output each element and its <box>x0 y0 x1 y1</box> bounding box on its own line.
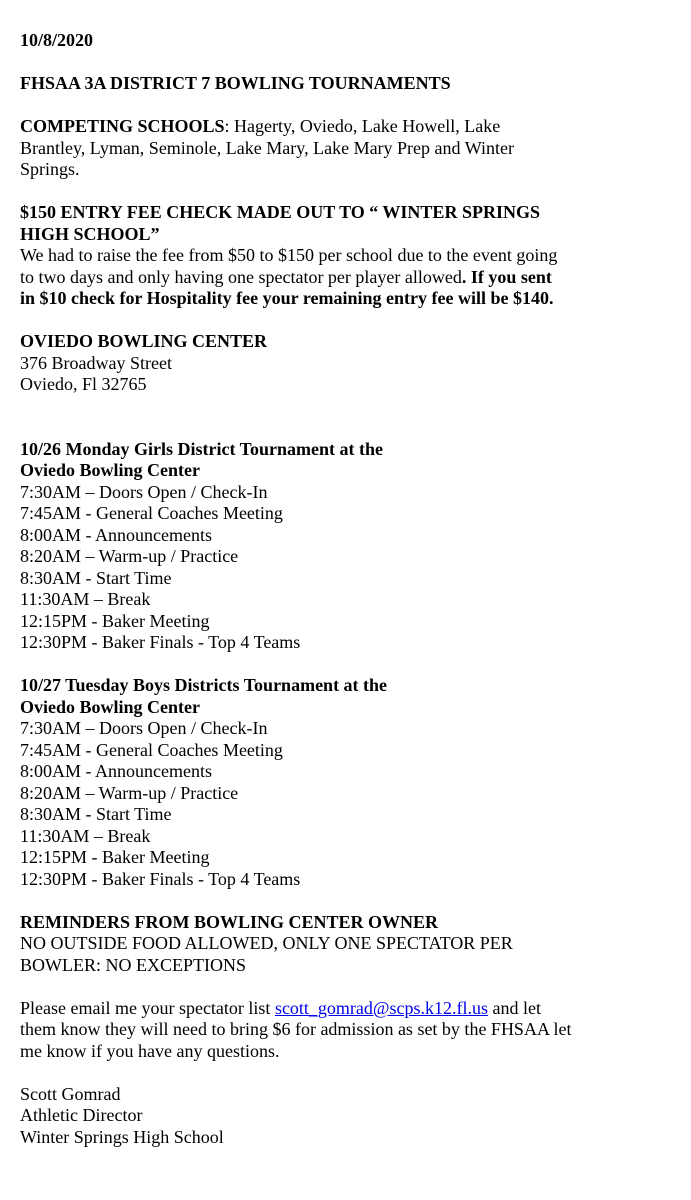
boys-heading-line1: 10/27 Tuesday Boys Districts Tournament at the <box>20 675 388 695</box>
schedule-item: 12:15PM - Baker Meeting <box>20 610 210 631</box>
entry-fee-body-line2 <box>20 267 680 289</box>
email-line3: me know if you have any questions. <box>20 1040 280 1061</box>
entry-fee-body-line2-regular: to two days and only having one spectator per player allowed <box>20 266 462 287</box>
schedule-item: 12:15PM - Baker Meeting <box>20 847 210 867</box>
schedule-item: 8:20AM – Warm-up / Practice <box>20 546 239 566</box>
competing-schools-line2: Brantley, Lyman, Seminole, Lake Mary, Lake Mary Prep and Winter <box>20 137 514 158</box>
schedule-item: 8:00AM - Announcements <box>20 761 212 781</box>
boys-heading-line2: Oviedo Bowling Center <box>20 696 200 717</box>
schedule-item: 8:30AM - Start Time <box>20 567 172 588</box>
schedule-item: 8:20AM – Warm-up / Practice <box>20 782 239 803</box>
entry-fee-section <box>20 202 680 310</box>
email-line1-before: Please email me your spectator list <box>20 997 275 1018</box>
signature-role: Athletic Director <box>20 1105 143 1125</box>
document-page <box>20 30 680 1148</box>
competing-schools-text1: : Hagerty, Oviedo, Lake Howell, Lake <box>224 116 501 136</box>
venue-street: 376 Broadway Street <box>20 352 172 373</box>
schedule-item: 7:30AM – Doors Open / Check-In <box>20 718 268 738</box>
schedule-item: 8:00AM - Announcements <box>20 524 212 545</box>
schedule-item: 7:30AM – Doors Open / Check-In <box>20 481 268 502</box>
email-link[interactable]: scott_gomrad@scps.k12.fl.us <box>274 997 488 1018</box>
schedule-item: 12:30PM - Baker Finals - Top 4 Teams <box>20 632 301 652</box>
competing-schools-section <box>20 116 680 181</box>
schedule-item: 11:30AM – Break <box>20 825 151 846</box>
schedule-item: 7:45AM - General Coaches Meeting <box>20 739 283 760</box>
reminders-section <box>20 912 680 977</box>
girls-tournament-section <box>20 439 680 654</box>
email-line2: them know they will need to bring $6 for admission as set by the FHSAA let <box>20 1019 572 1039</box>
entry-fee-body-line1: We had to raise the fee from $50 to $150 per school due to the event going <box>20 245 558 265</box>
signature-section <box>20 1084 680 1149</box>
email-line1-after: and let <box>488 997 541 1018</box>
schedule-item: 7:45AM - General Coaches Meeting <box>20 503 283 523</box>
venue-name: OVIEDO BOWLING CENTER <box>20 331 268 351</box>
reminders-heading: REMINDERS FROM BOWLING CENTER OWNER <box>20 911 439 932</box>
competing-schools-label: COMPETING SCHOOLS <box>20 116 225 136</box>
email-line1 <box>20 998 680 1020</box>
competing-schools-line1 <box>20 116 680 138</box>
reminders-line2: BOWLER: NO EXCEPTIONS <box>20 954 246 975</box>
signature-name: Scott Gomrad <box>20 1083 121 1104</box>
reminders-line1: NO OUTSIDE FOOD ALLOWED, ONLY ONE SPECTATOR PER <box>20 933 513 953</box>
girls-heading-line1: 10/26 Monday Girls District Tournament at the <box>20 438 383 459</box>
girls-heading-line2: Oviedo Bowling Center <box>20 460 200 480</box>
schedule-item: 12:30PM - Baker Finals - Top 4 Teams <box>20 868 301 889</box>
email-request-section <box>20 998 680 1063</box>
boys-tournament-section <box>20 675 680 890</box>
entry-fee-body-line3: in $10 check for Hospitality fee your remaining entry fee will be $140. <box>20 288 554 308</box>
entry-fee-body-line2-bold: . If you sent <box>461 266 552 287</box>
venue-section <box>20 331 680 396</box>
schedule-item: 8:30AM - Start Time <box>20 804 172 824</box>
entry-fee-heading-line2: HIGH SCHOOL” <box>20 223 160 244</box>
schedule-item: 11:30AM – Break <box>20 589 151 609</box>
entry-fee-heading-line1: $150 ENTRY FEE CHECK MADE OUT TO “ WINTER SPRINGS <box>20 202 540 222</box>
signature-school: Winter Springs High School <box>20 1126 224 1147</box>
document-date: 10/8/2020 <box>20 30 94 50</box>
document-title: FHSAA 3A DISTRICT 7 BOWLING TOURNAMENTS <box>20 73 451 93</box>
competing-schools-line3: Springs. <box>20 159 80 179</box>
venue-city: Oviedo, Fl 32765 <box>20 374 147 394</box>
